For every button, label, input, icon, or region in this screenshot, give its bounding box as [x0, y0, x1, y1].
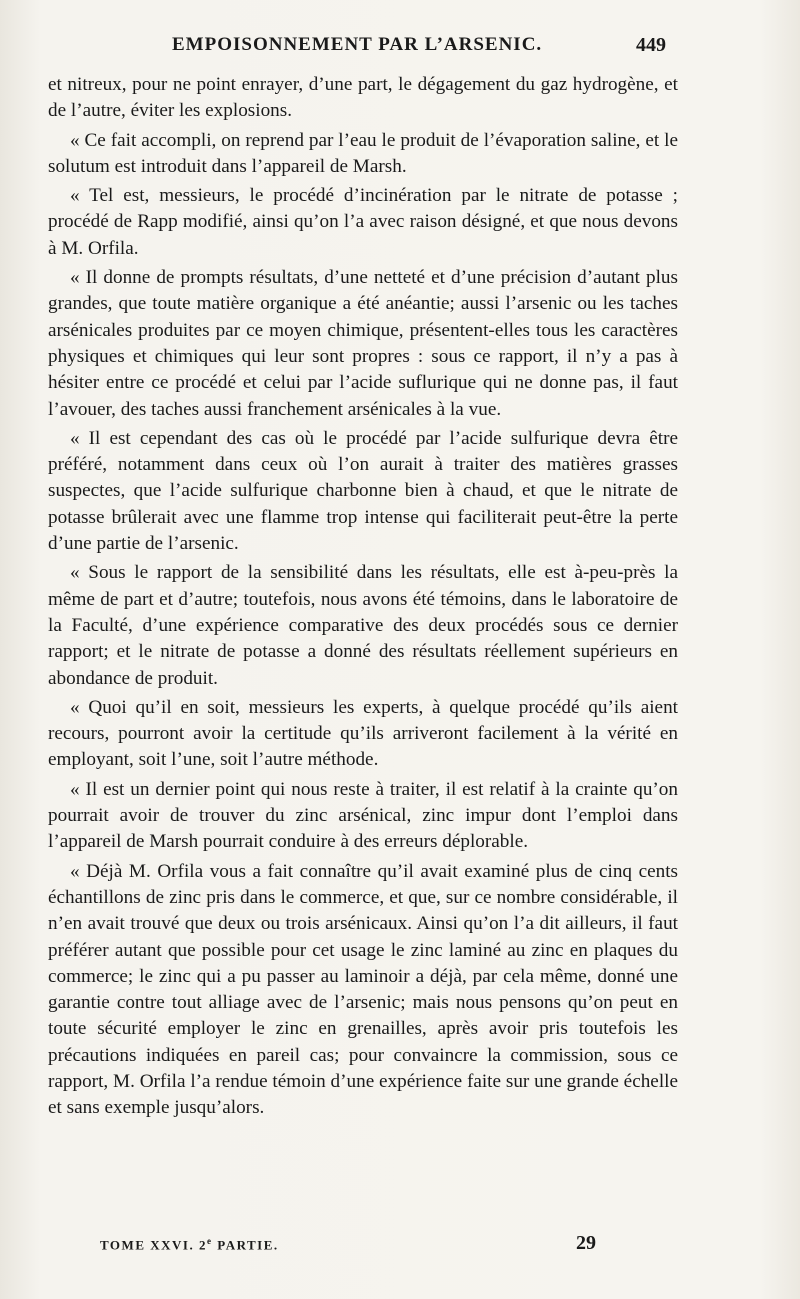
paragraph-3: « Tel est, messieurs, le procédé d’incinération par le nitrate de potasse ; procédé de Rapp modifié, ainsi qu’on l’a avec raison désigné, et que nous devons à M. Orfila.: [48, 185, 678, 259]
page-number: 449: [636, 34, 666, 56]
paragraph-2: « Ce fait accompli, on reprend par l’eau le produit de l’évaporation saline, et le solutum est introduit dans l’appareil de Marsh.: [48, 129, 678, 177]
signature-mark: TOME XXVI. 2e PARTIE.: [100, 1236, 279, 1253]
paragraph-4: « Il donne de prompts résultats, d’une netteté et d’une précision d’autant plus grandes, que toute matière organique a été anéantie; aussi l’arsenic ou les taches arsénicales produites par ce moyen chimique, présentent-elles tous les caractères physiques et chimiques qui leur sont propres : sous ce rapport, il n’y a pas à hésiter entre ce procédé et celui par l’acide suflurique qui ne donne pas, il faut l’avouer, des taches aussi franchement arsénicales à la vue.: [48, 267, 678, 420]
paragraph-5: « Il est cependant des cas où le procédé par l’acide sulfurique devra être préféré, notamment dans ceux où l’on aurait à traiter des matières grasses suspectes, que l’acide sulfurique charbonne bien à chaud, et que le nitrate de potasse brûlerait avec une flamme trop intense qui faciliterait peut-être la perte d’une partie de l’arsenic.: [48, 427, 678, 555]
paragraph-7: « Quoi qu’il en soit, messieurs les experts, à quelque procédé qu’ils aient recours, pourront avoir la certitude qu’ils arriveront facilement à la vérité en employant, soit l’une, soit l’autre méthode.: [48, 696, 678, 771]
page-footer: [48, 1232, 678, 1256]
page-header: [48, 34, 678, 62]
paragraph-1: et nitreux, pour ne point enrayer, d’une part, le dégagement du gaz hydrogène, et de l’autre, éviter les explosions.: [48, 74, 678, 122]
paragraph-9: « Déjà M. Orfila vous a fait connaître qu’il avait examiné plus de cinq cents échantillons de zinc pris dans le commerce, et que, sur ce nombre considérable, il n’en avait trouvé que deux ou trois arsénicaux. Ainsi qu’on l’a dit ailleurs, il faut préférer autant que possible pour cet usage le zinc laminé au zinc en plaques du commerce; le zinc qui a pu passer au laminoir a déjà, par cela même, donné une garantie contre tout alliage avec de l’arsenic; mais nous pensons qu’on peut en toute sécurité employer le zinc en grenailles, après avoir pris toutefois les précautions indiquées en pareil cas; pour convaincre la commission, sous ce rapport, M. Orfila l’a rendue témoin d’une expérience faite sur une grande échelle et sans exemple jusqu’alors.: [48, 860, 678, 1119]
sheet-number: 29: [576, 1232, 596, 1254]
paragraph-8: « Il est un dernier point qui nous reste à traiter, il est relatif à la crainte qu’on pourrait avoir de trouver du zinc arsénical, zinc impur dont l’emploi dans l’appareil de Marsh pourrait conduire à des erreurs déplorable.: [48, 778, 678, 853]
running-title: EMPOISONNEMENT PAR L’ARSENIC.: [172, 34, 543, 55]
body-text: [48, 72, 678, 1125]
paragraph-6: « Sous le rapport de la sensibilité dans les résultats, elle est à-peu-près la même de part et d’autre; toutefois, nous avons été témoins, dans le laboratoire de la Faculté, d’une expérience comparative des deux procédés sous ce dernier rapport; et le nitrate de potasse a donné des résultats réellement supérieurs en abondance de produit.: [48, 562, 678, 689]
